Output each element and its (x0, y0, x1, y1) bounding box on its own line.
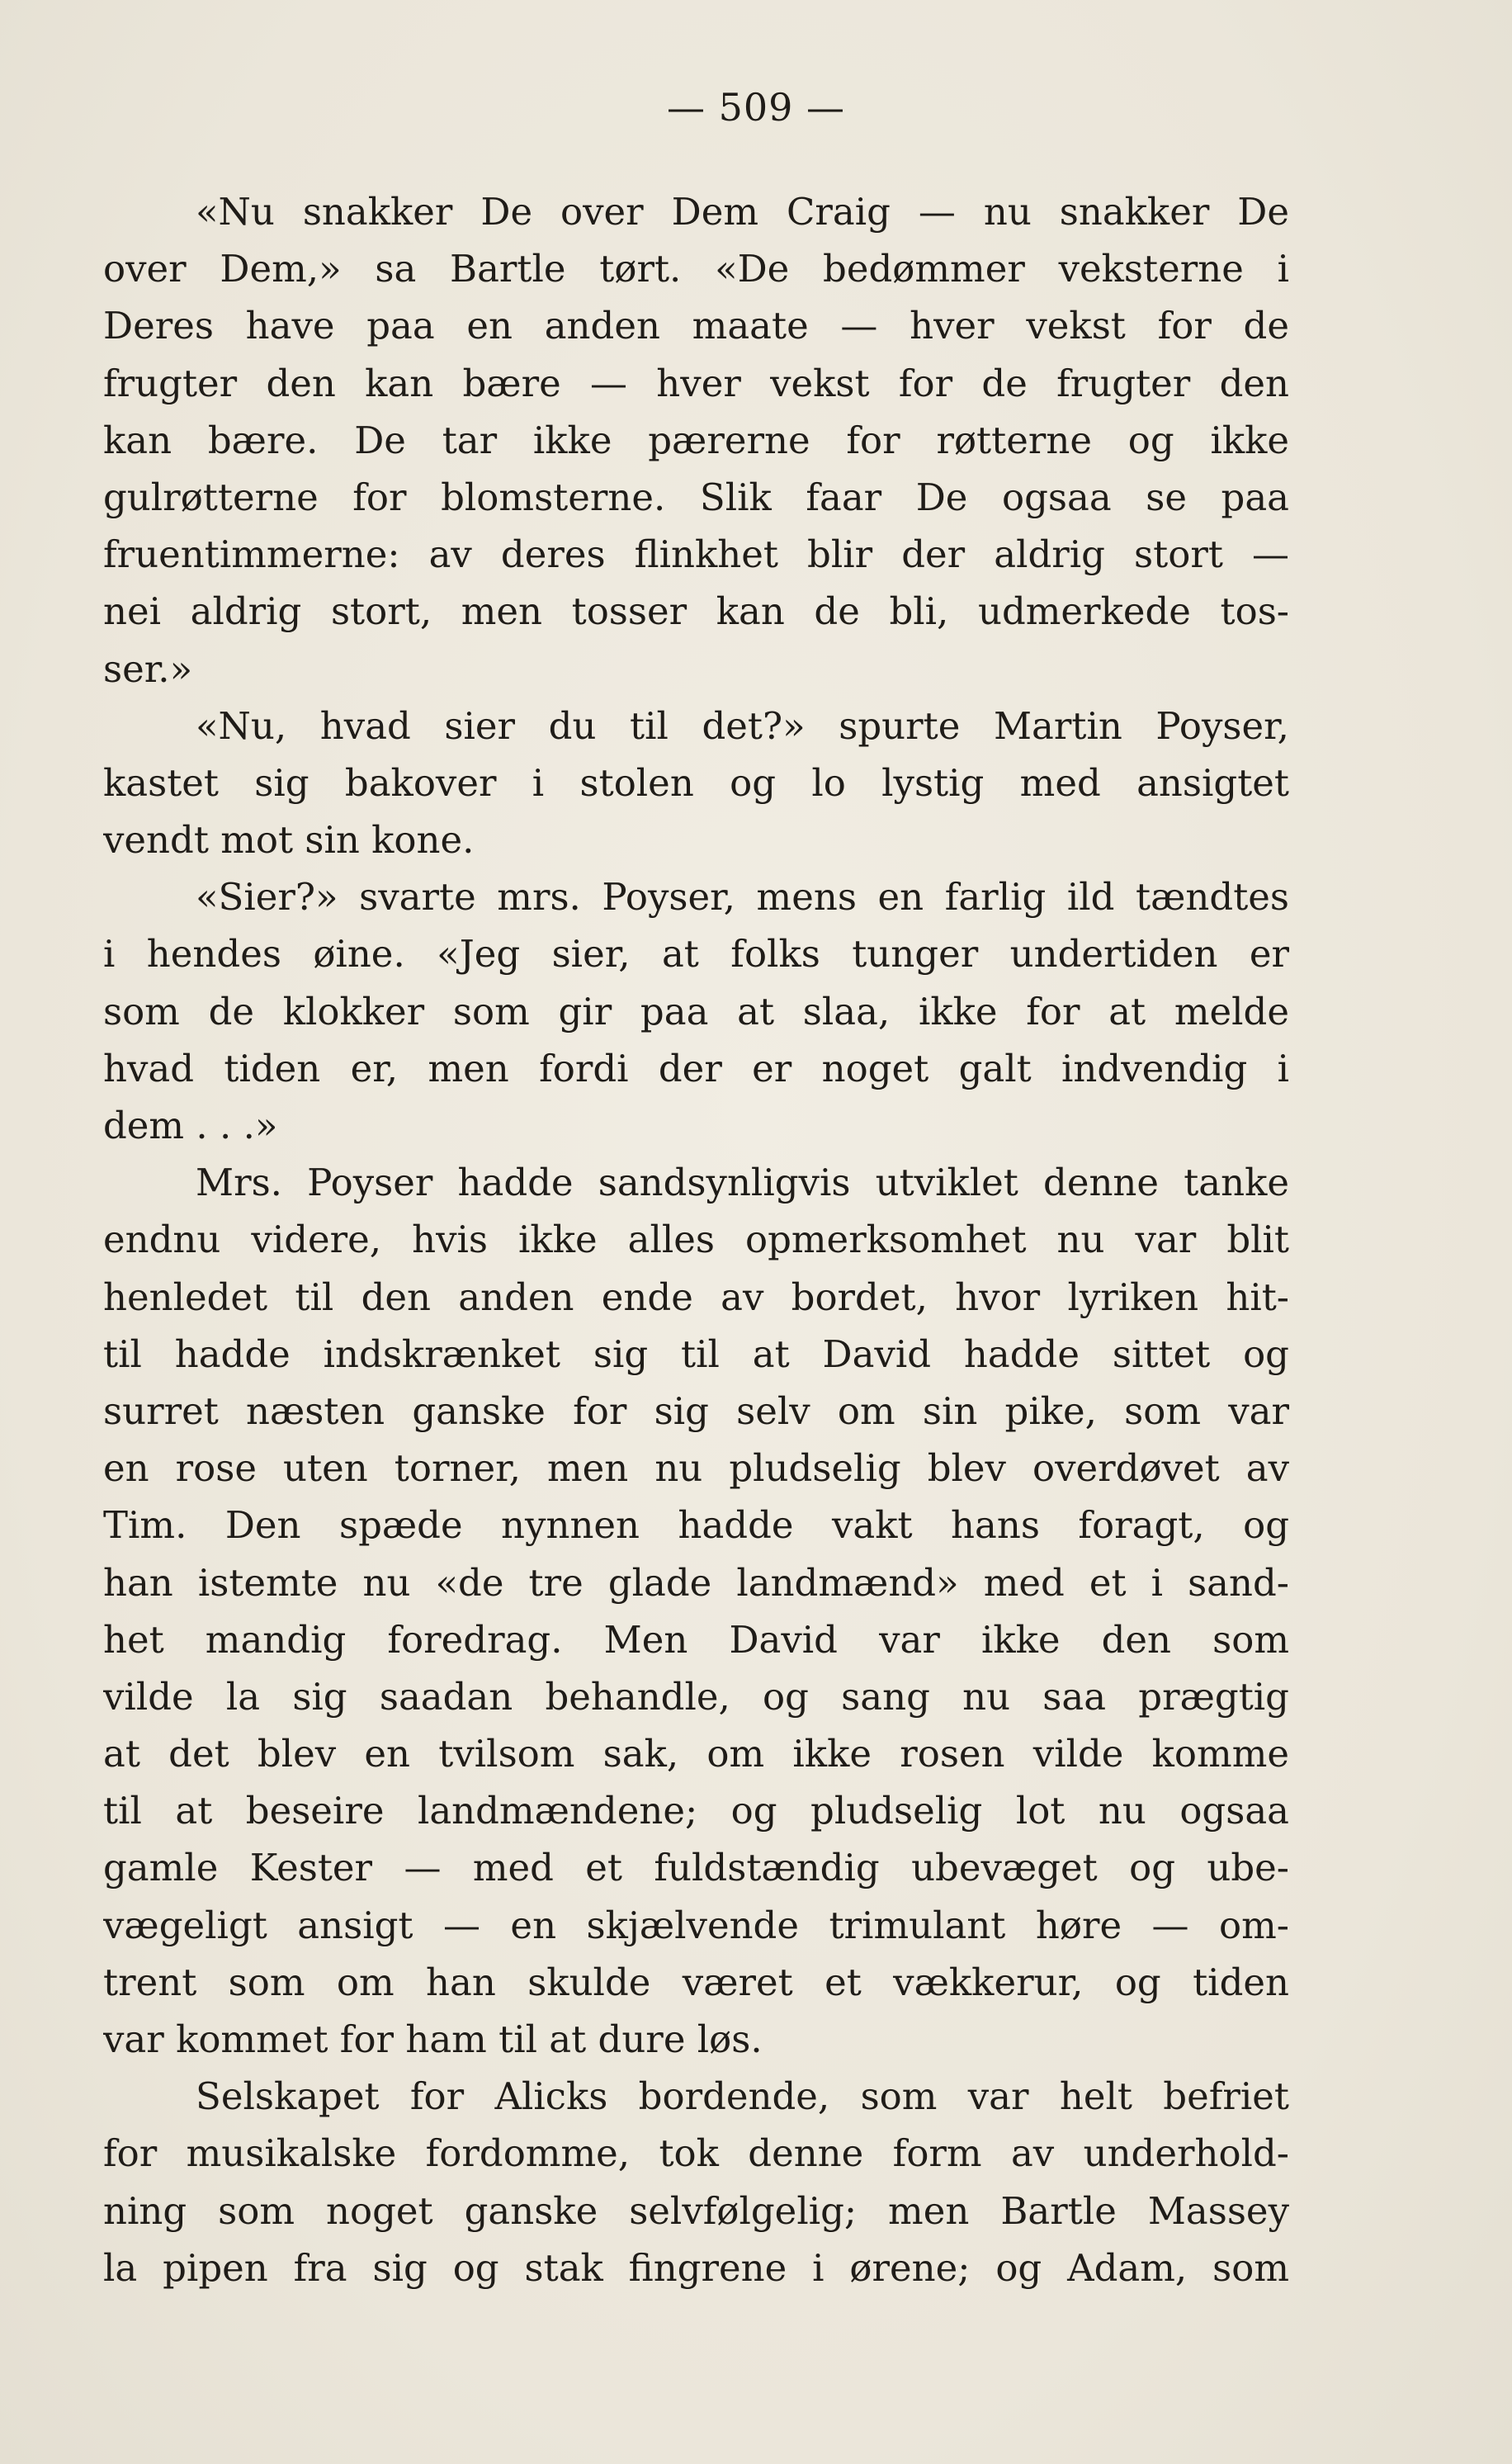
body-text (103, 183, 1289, 2296)
text-line: til hadde indskrænket sig til at David hadde sittet og (103, 1331, 1289, 1376)
text-line: en rose uten torner, men nu pludselig blev overdøvet av (103, 1446, 1289, 1491)
text-line: frugter den kan bære — hver vekst for de frugter den (103, 361, 1289, 405)
text-line: endnu videre, hvis ikke alles opmerksomhet nu var blit (103, 1218, 1289, 1262)
text-line: Mrs. Poyser hadde sandsynligvis utviklet denne tanke (196, 1161, 1289, 1205)
text-line: fruentimmerne: av deres flinkhet blir der aldrig stort — (103, 532, 1289, 577)
text-line: at det blev en tvilsom sak, om ikke rosen vilde komme (103, 1732, 1289, 1776)
text-line: kan bære. De tar ikke pærerne for røtterne og ikke (103, 418, 1289, 462)
text-line: ser.» (103, 646, 193, 691)
text-line: var kommet for ham til at dure løs. (103, 2017, 763, 2061)
text-line: kastet sig bakover i stolen og lo lystig med ansigtet (103, 760, 1289, 805)
text-line: han istemte nu «de tre glade landmænd» med et i sand- (103, 1560, 1289, 1605)
text-line: for musikalske fordomme, tok denne form av underhold- (103, 2131, 1289, 2176)
text-line: i hendes øine. «Jeg sier, at folks tunger undertiden er (103, 932, 1289, 977)
text-line: henledet til den anden ende av bordet, hvor lyriken hit- (103, 1275, 1289, 1319)
text-line: surret næsten ganske for sig selv om sin pike, som var (103, 1388, 1289, 1433)
text-line: ning som noget ganske selvfølgelig; men Bartle Massey (103, 2188, 1289, 2233)
text-line: la pipen fra sig og stak fingrene i ørene; og Adam, som (103, 2245, 1289, 2290)
text-line: dem . . .» (103, 1104, 278, 1147)
text-line: gulrøtterne for blomsterne. Slik faar De ogsaa se paa (103, 475, 1289, 519)
text-line: til at beseire landmændene; og pludselig lot nu ogsaa (103, 1789, 1289, 1833)
text-line: vendt mot sin kone. (103, 818, 475, 863)
text-line: het mandig foredrag. Men David var ikke den som (103, 1617, 1289, 1662)
text-line: «Nu snakker De over Dem Craig — nu snakker De (196, 190, 1289, 234)
text-line: nei aldrig stort, men tosser kan de bli, udmerkede tos- (103, 589, 1289, 634)
page-number: — 509 — (666, 85, 846, 130)
text-line: gamle Kester — med et fuldstændig ubevæget og ube- (103, 1846, 1289, 1890)
text-line: «Nu, hvad sier du til det?» spurte Martin Poyser, (196, 703, 1289, 748)
text-line: vægeligt ansigt — en skjælvende trimulant høre — om- (103, 1903, 1289, 1947)
text-line: Tim. Den spæde nynnen hadde vakt hans foragt, og (103, 1503, 1289, 1548)
text-line: trent som om han skulde været et vækkerur, og tiden (103, 1960, 1289, 2004)
text-line: Selskapet for Alicks bordende, som var helt befriet (196, 2074, 1289, 2119)
text-line: «Sier?» svarte mrs. Poyser, mens en farlig ild tændtes (196, 875, 1289, 920)
text-line: Deres have paa en anden maate — hver vekst for de (103, 304, 1289, 348)
text-line: som de klokker som gir paa at slaa, ikke for at melde (103, 989, 1289, 1033)
text-line: vilde la sig saadan behandle, og sang nu saa prægtig (103, 1674, 1289, 1719)
text-line: over Dem,» sa Bartle tørt. «De bedømmer veksterne i (103, 247, 1289, 291)
text-line: hvad tiden er, men fordi der er noget galt indvendig i (103, 1046, 1289, 1090)
